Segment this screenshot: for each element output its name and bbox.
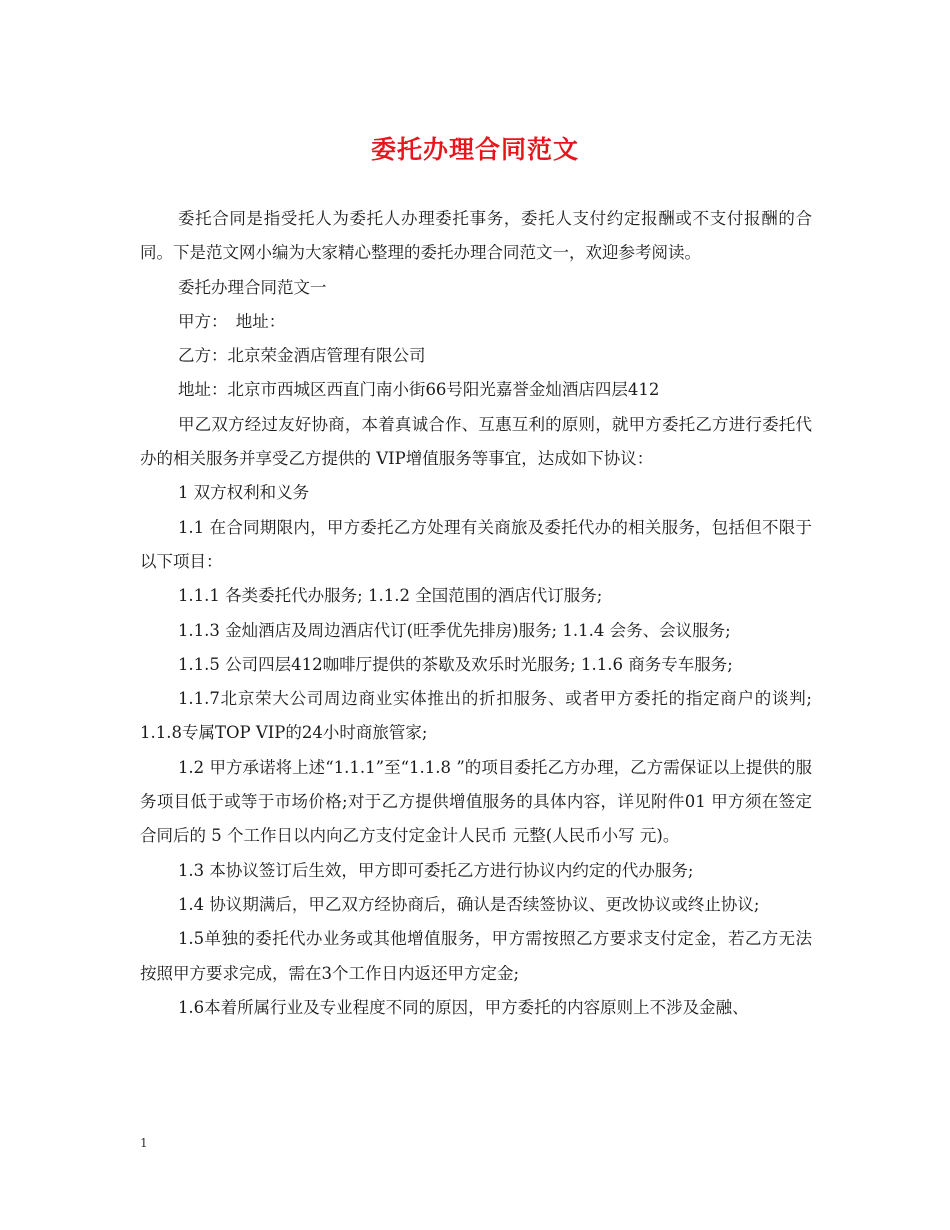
paragraph-section-1: 1 双方权利和义务 (177, 483, 310, 503)
paragraph-clause-1-1-1: 1.1.1 各类委托代办服务; 1.1.2 全国范围的酒店代订服务; (177, 586, 603, 606)
paragraph-clause-1-1: 1.1 在合同期限内，甲方委托乙方处理有关商旅及委托代办的相关服务，包括但不限于以下项目： (140, 517, 812, 571)
paragraph-subtitle: 委托办理合同范文一 (177, 277, 327, 297)
page-number: 1 (140, 1136, 148, 1150)
paragraph-party-a: 甲方： 地址： (177, 311, 286, 331)
paragraph-clause-1-1-3: 1.1.3 金灿酒店及周边酒店代订(旺季优先排房)服务; 1.1.4 会务、会议服务; (177, 620, 731, 640)
document-title: 委托办理合同范文 (370, 135, 579, 164)
paragraph-clause-1-3: 1.3 本协议签订后生效，甲方即可委托乙方进行协议内约定的代办服务; (177, 860, 694, 880)
paragraph-agreement: 甲乙双方经过友好协商，本着真诚合作、互惠互利的原则，就甲方委托乙方进行委托代办的相关服务并享受乙方提供的 VIP增值服务等事宜，达成如下协议： (140, 414, 812, 469)
paragraph-address: 地址：北京市西城区西直门南小街66号阳光嘉誉金灿酒店四层412 (177, 380, 660, 400)
paragraph-clause-1-1-7: 1.1.7北京荣大公司周边商业实体推出的折扣服务、或者甲方委托的指定商户的谈判; 1.1.8专属TOP VIP的24小时商旅管家; (140, 689, 812, 743)
paragraph-clause-1-1-5: 1.1.5 公司四层412咖啡厅提供的茶歇及欢乐时光服务; 1.1.6 商务专车服务; (177, 654, 733, 674)
paragraph-intro: 委托合同是指受托人为委托人办理委托事务，委托人支付约定报酬或不支付报酬的合同。下是范文网小编为大家精心整理的委托办理合同范文一，欢迎参考阅读。 (140, 209, 812, 263)
paragraph-clause-1-2: 1.2 甲方承诺将上述“1.1.1”至“1.1.8 ”的项目委托乙方办理，乙方需保证以上提供的服务项目低于或等于市场价格;对于乙方提供增值服务的具体内容，详见附件01 甲方须在签定合同后的 5 个工作日以内向乙方支付定金计人民币 元整(人民币小写 元)。 (140, 757, 812, 846)
paragraph-party-b: 乙方：北京荣金酒店管理有限公司 (177, 346, 426, 366)
paragraph-clause-1-5: 1.5单独的委托代办业务或其他增值服务，甲方需按照乙方要求支付定金，若乙方无法按照甲方要求完成，需在3个工作日内返还甲方定金; (140, 929, 812, 983)
paragraph-clause-1-4: 1.4 协议期满后，甲乙双方经协商后，确认是否续签协议、更改协议或终止协议; (177, 894, 760, 914)
paragraph-clause-1-6: 1.6本着所属行业及专业程度不同的原因，甲方委托的内容原则上不涉及金融、 (177, 997, 749, 1017)
document-body (140, 202, 812, 1025)
